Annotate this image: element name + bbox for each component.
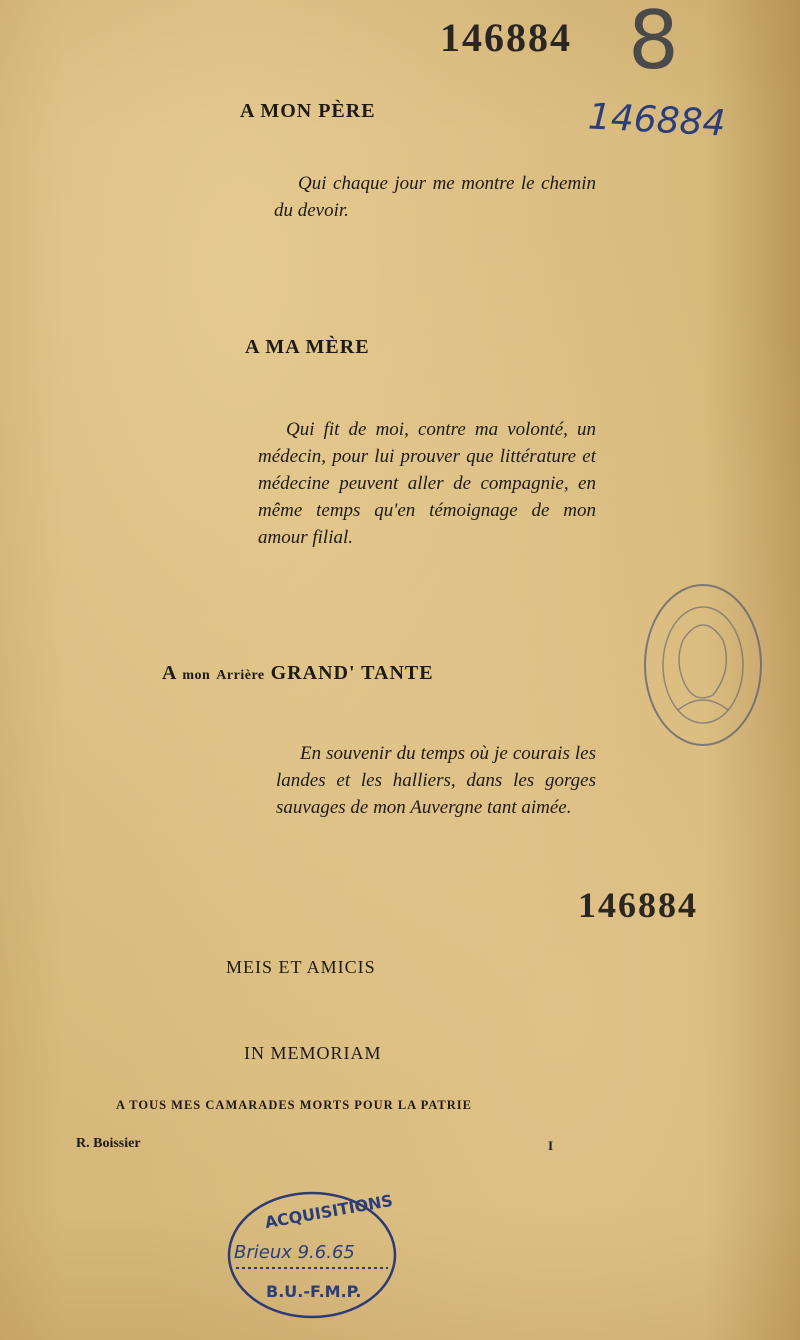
dedication-text-mother: Qui fit de moi, contre ma volonté, un médecin, pour lui prouver que littérature et médecine peuvent aller de compagnie, en même temps qu'en témoignage de mon amour filial.	[258, 419, 596, 548]
faculty-seal	[638, 580, 768, 750]
in-memoriam: IN MEMORIAM	[244, 1043, 382, 1063]
acquisition-top-text: ACQUISITIONS	[263, 1190, 395, 1233]
dedication-text-father: Qui chaque jour me montre le chemin du devoir.	[274, 173, 596, 221]
author-footer: R. Boissier	[76, 1136, 141, 1151]
acquisition-handwritten-line: Brieux 9.6.65	[234, 1242, 355, 1263]
dedication-heading-father: A MON PÈRE	[240, 100, 376, 122]
heading-small: mon	[182, 668, 211, 683]
faculty-seal-icon	[638, 580, 768, 750]
meis-et-amicis: MEIS ET AMICIS	[226, 957, 376, 977]
camarades-line: A TOUS MES CAMARADES MORTS POUR LA PATRIE	[116, 1098, 472, 1112]
acquisition-bottom-text: B.U.-F.M.P.	[266, 1282, 362, 1301]
page-number: I	[548, 1138, 554, 1153]
heading-prefix: A	[162, 662, 177, 684]
handwritten-number: 146884	[587, 96, 727, 145]
mid-inventory-number: 146884	[578, 885, 698, 925]
dedication-text-aunt: En souvenir du temps où je courais les landes et les halliers, dans les gorges sauvages de mon Auvergne tant aimée.	[276, 743, 596, 818]
dedication-heading-mother: A MA MÈRE	[245, 336, 370, 358]
top-digit-mark: 8	[628, 0, 679, 87]
dedication-heading-aunt	[162, 662, 434, 685]
heading-end: GRAND' TANTE	[270, 662, 434, 684]
heading-mid: Arrière	[216, 668, 265, 683]
top-inventory-number: 146884	[440, 15, 572, 60]
acquisition-stamp	[226, 1190, 398, 1320]
